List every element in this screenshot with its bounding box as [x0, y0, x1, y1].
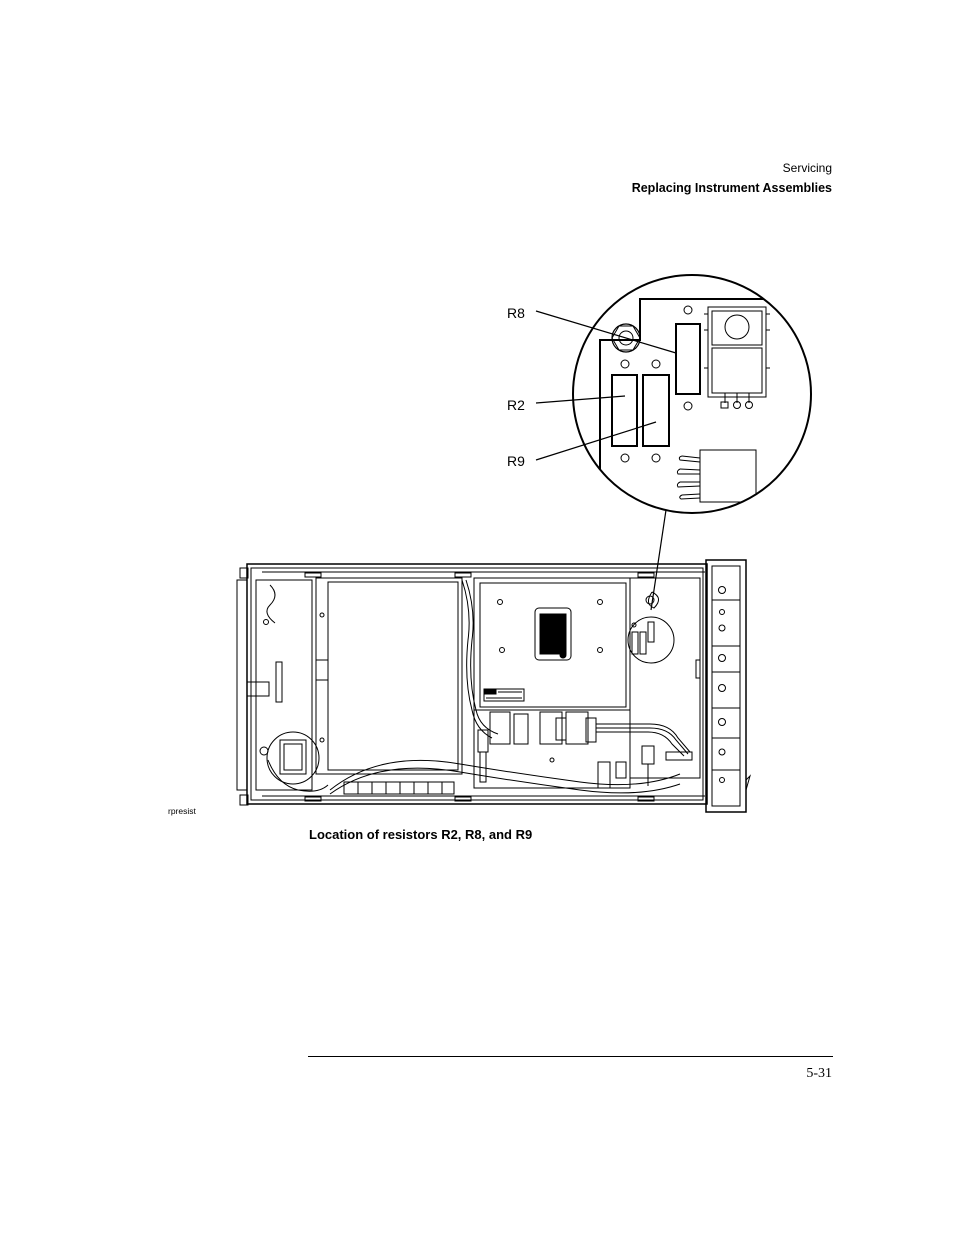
footer-rule	[308, 1056, 833, 1057]
callout-r2: R2	[507, 397, 525, 413]
callout-r9: R9	[507, 453, 525, 469]
instrument-top-view	[237, 560, 750, 812]
page-number: 5-31	[806, 1066, 832, 1081]
chapter-title: Replacing Instrument Assemblies	[631, 181, 832, 195]
section-title: Servicing	[782, 161, 832, 175]
figure-id: rpresist	[168, 806, 196, 816]
callout-r8: R8	[507, 305, 525, 321]
figure-caption: Location of resistors R2, R8, and R9	[309, 827, 533, 842]
r8-resistor-body	[676, 324, 700, 394]
r9-resistor-body	[643, 375, 669, 446]
callout-leaders	[536, 311, 676, 460]
detail-magnifier	[573, 275, 812, 610]
